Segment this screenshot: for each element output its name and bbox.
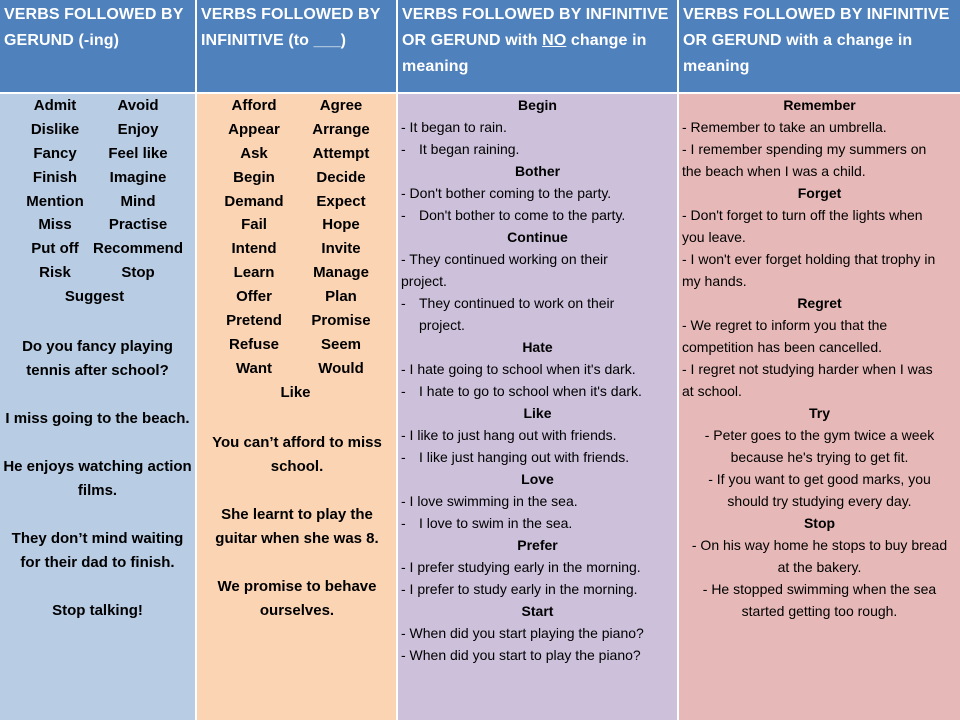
infinitive-examples <box>197 431 397 623</box>
header-gerund <box>0 0 195 92</box>
verb-word: Expect <box>316 192 366 210</box>
example-line: - I remember spending my summers on <box>682 141 927 157</box>
verb-row <box>197 383 397 407</box>
verb-word: Practise <box>108 216 168 234</box>
header-text-part: OR GERUND with <box>402 32 543 49</box>
example-text: Don't bother to come to the party. <box>419 207 626 223</box>
header-text: OR GERUND with a change in <box>683 32 913 49</box>
verb-row <box>197 96 397 120</box>
example-text: I hate to go to school when it's dark. <box>419 383 642 399</box>
header-text: GERUND (-ing) <box>4 32 120 49</box>
example-line: She learnt to play the <box>221 505 373 523</box>
verb-word: Attempt <box>312 144 370 162</box>
header-text: VERBS FOLLOWED BY <box>201 6 381 23</box>
verb-word: Suggest <box>64 288 125 306</box>
example-line <box>401 446 674 468</box>
example-line: He enjoys watching action <box>3 458 192 476</box>
example-line: at school. <box>682 383 742 399</box>
example-line: - I hate going to school when it's dark. <box>401 361 636 377</box>
example-text: I love to swim in the sea. <box>419 515 573 531</box>
verb-word: Finish <box>32 168 78 186</box>
header-divider <box>0 92 960 94</box>
example-line: - Don't bother coming to the party. <box>401 185 612 201</box>
example-line: - I regret not studying harder when I was <box>682 361 933 377</box>
verb-word: Agree <box>319 97 363 114</box>
verb-word: Intend <box>231 240 277 258</box>
example-line: - I prefer studying early in the morning. <box>401 559 641 575</box>
verb-heading: Begin <box>518 97 557 113</box>
gerund-column <box>0 94 195 720</box>
verb-word: Enjoy <box>117 120 159 138</box>
example-line: They don’t mind waiting <box>11 530 184 548</box>
verb-word: Begin <box>233 168 275 186</box>
example-line: for their dad to finish. <box>20 554 175 572</box>
verb-word: Admit <box>33 97 77 114</box>
example-line: - They continued working on their <box>401 251 608 267</box>
verb-heading: Regret <box>797 295 842 311</box>
example-line: - If you want to get good marks, you <box>708 471 931 487</box>
example-line: should try studying every day. <box>727 493 912 509</box>
verb-row <box>0 263 195 287</box>
verb-row <box>0 287 195 311</box>
verb-row <box>197 168 397 192</box>
verb-word: Fancy <box>33 144 77 162</box>
header-text: INFINITIVE (to ___) <box>201 32 347 49</box>
verb-word: Pretend <box>226 312 282 330</box>
infinitive-verb-list <box>197 96 397 407</box>
header-text: meaning <box>402 58 469 75</box>
verb-word: Ask <box>240 144 268 162</box>
verb-heading: Bother <box>514 163 561 179</box>
example-line: I miss going to the beach. <box>5 410 190 428</box>
example-line: Stop talking! <box>52 602 143 620</box>
example-line: you leave. <box>682 229 746 245</box>
verb-heading: Stop <box>803 515 836 531</box>
dash: - <box>401 295 406 311</box>
verb-word: Want <box>235 359 273 377</box>
example-line: because he's trying to get fit. <box>730 449 909 465</box>
change-column <box>679 94 960 720</box>
example-line: - He stopped swimming when the sea <box>702 581 937 597</box>
gerund-examples <box>0 335 195 623</box>
example-text: They continued to work on their <box>419 295 615 311</box>
example-line: - I prefer to study early in the morning. <box>401 581 638 597</box>
verb-row <box>197 359 397 383</box>
no-change-column <box>398 94 677 720</box>
example-line: school. <box>270 457 324 475</box>
verb-heading: Try <box>808 405 830 421</box>
header-text: VERBS FOLLOWED BY <box>4 6 184 23</box>
example-line: - I love swimming in the sea. <box>401 493 578 509</box>
example-line: ourselves. <box>259 601 335 619</box>
verb-word: Miss <box>38 216 72 234</box>
header-change <box>679 0 960 92</box>
verb-heading: Continue <box>507 229 568 245</box>
gerund-verb-list <box>0 96 195 311</box>
verb-word: Plan <box>325 288 357 306</box>
verb-word: Mind <box>120 192 156 210</box>
example-line <box>401 204 674 226</box>
header-text <box>402 28 673 54</box>
column-divider <box>396 0 398 720</box>
example-line: - Peter goes to the gym twice a week <box>704 427 935 443</box>
example-text: I like just hanging out with friends. <box>419 449 630 465</box>
verb-word: Dislike <box>30 120 80 138</box>
column-divider <box>677 0 679 720</box>
verb-row <box>0 96 195 120</box>
verb-word: Avoid <box>117 97 159 114</box>
dash: - <box>401 449 406 465</box>
header-text: meaning <box>683 58 750 75</box>
verb-heading: Prefer <box>517 537 558 553</box>
example-line: Do you fancy playing <box>22 338 173 356</box>
verb-row <box>197 215 397 239</box>
verb-word: Stop <box>121 264 155 282</box>
verb-word: Invite <box>321 240 361 258</box>
example-line: project. <box>419 317 465 333</box>
infinitive-column <box>197 94 397 720</box>
verb-heading: Like <box>523 405 552 421</box>
verb-word: Learn <box>233 264 275 282</box>
example-line: You can’t afford to miss <box>212 433 382 451</box>
example-line: - When did you start playing the piano? <box>401 625 644 641</box>
dash: - <box>401 515 406 531</box>
verb-row <box>0 168 195 192</box>
verb-word: Risk <box>39 264 71 282</box>
verb-row <box>197 192 397 216</box>
verb-word: Imagine <box>109 168 167 186</box>
verb-heading: Start <box>521 603 554 619</box>
verb-heading: Hate <box>522 339 553 355</box>
verb-word: Refuse <box>228 335 280 353</box>
verb-word: Feel like <box>108 144 168 162</box>
verb-word: Seem <box>320 335 362 353</box>
verb-row <box>197 263 397 287</box>
verb-row <box>0 192 195 216</box>
example-line: at the bakery. <box>777 559 862 575</box>
verb-word: Would <box>318 359 364 377</box>
verb-word: Afford <box>231 97 277 114</box>
verb-word: Demand <box>224 192 284 210</box>
verb-heading: Love <box>521 471 554 487</box>
verb-word: Mention <box>26 192 84 210</box>
header-text-underlined: NO <box>542 32 567 49</box>
verb-word: Arrange <box>312 120 370 138</box>
example-line: - I won't ever forget holding that trophy in <box>682 251 936 267</box>
verb-row <box>0 239 195 263</box>
verb-row <box>0 215 195 239</box>
verb-row <box>0 120 195 144</box>
verb-heading: Remember <box>783 97 856 113</box>
dash: - <box>401 383 406 399</box>
example-line: films. <box>77 482 118 500</box>
example-line <box>401 512 674 534</box>
verb-word: Decide <box>316 168 366 186</box>
verb-word: Hope <box>322 216 360 234</box>
verb-row <box>197 335 397 359</box>
header-text-part: change in <box>566 32 647 49</box>
example-line: competition has been cancelled. <box>682 339 883 355</box>
verb-word: Fail <box>241 216 267 234</box>
verb-row <box>0 144 195 168</box>
example-line: We promise to behave <box>217 577 377 595</box>
column-divider <box>195 0 197 720</box>
example-line <box>401 138 674 160</box>
verb-word: Like <box>280 383 311 401</box>
verb-word: Appear <box>228 120 280 138</box>
example-line: - We regret to inform you that the <box>682 317 888 333</box>
example-line: - Don't forget to turn off the lights when <box>682 207 923 223</box>
verb-row <box>197 120 397 144</box>
example-line: - Remember to take an umbrella. <box>682 119 887 135</box>
example-line: the beach when I was a child. <box>682 163 866 179</box>
verb-word: Offer <box>236 288 272 306</box>
example-line: - I like to just hang out with friends. <box>401 427 617 443</box>
example-text: It began raining. <box>419 141 520 157</box>
verb-row <box>197 239 397 263</box>
example-line: project. <box>401 273 447 289</box>
verb-word: Promise <box>311 312 371 330</box>
verb-row <box>197 311 397 335</box>
example-line <box>401 292 674 314</box>
verb-row <box>197 287 397 311</box>
header-infinitive <box>197 0 397 92</box>
verb-word: Manage <box>313 264 369 282</box>
header-no-change <box>398 0 677 92</box>
header-text: VERBS FOLLOWED BY INFINITIVE <box>402 6 669 23</box>
example-line <box>401 380 674 402</box>
example-line: started getting too rough. <box>741 603 898 619</box>
example-line: - When did you start to play the piano? <box>401 647 641 663</box>
example-line: - It began to rain. <box>401 119 507 135</box>
verb-word: Recommend <box>92 240 184 258</box>
verb-heading: Forget <box>797 185 842 201</box>
header-text: VERBS FOLLOWED BY INFINITIVE <box>683 6 950 23</box>
example-line: tennis after school? <box>26 362 169 380</box>
example-line: - On his way home he stops to buy bread <box>691 537 948 553</box>
example-line: guitar when she was 8. <box>215 529 379 547</box>
dash: - <box>401 207 406 223</box>
verb-word: Put off <box>31 240 79 258</box>
example-line: my hands. <box>682 273 747 289</box>
dash: - <box>401 141 406 157</box>
verb-row <box>197 144 397 168</box>
